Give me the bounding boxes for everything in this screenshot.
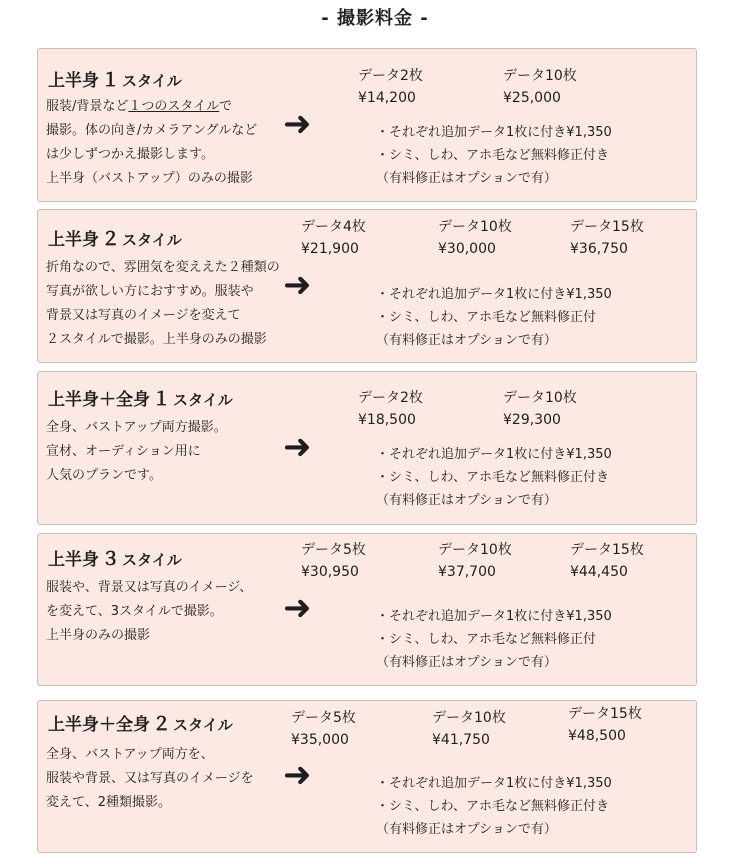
price-option: データ10枚 ¥25,000	[503, 68, 577, 106]
plan-card-upper-2-style	[37, 209, 697, 363]
plan-notes: ・それぞれ追加データ1枚に付き¥1,350 ・シミ、しわ、アホ毛など無料修正付 （有料修正はオプションで有）	[376, 287, 612, 348]
plan-card-upper-3-style	[37, 533, 697, 686]
page-title: - 撮影料金 -	[321, 8, 429, 29]
plan-card-upper-1-style	[37, 48, 697, 202]
price-option: データ15枚 ¥44,450	[570, 542, 644, 580]
right-arrow-icon: ➜	[283, 588, 312, 628]
plan-title: 上半身＋全身 １ スタイル	[48, 388, 233, 410]
plan-card-upper-full-1-style	[37, 371, 697, 525]
price-option: データ15枚 ¥36,750	[570, 219, 644, 257]
plan-description: 服装/背景など１つのスタイルで 撮影。体の向き/カメラアングルなど は少しずつかえ撮影します。 上半身（バストアップ）のみの撮影	[46, 99, 258, 186]
plan-card-upper-full-2-style	[37, 700, 697, 853]
price-option: データ15枚 ¥48,500	[568, 706, 642, 744]
price-option: データ5枚 ¥30,950	[301, 542, 366, 580]
right-arrow-icon: ➜	[283, 104, 312, 144]
plan-notes: ・それぞれ追加データ1枚に付き¥1,350 ・シミ、しわ、アホ毛など無料修正付き （有料修正はオプションで有）	[376, 447, 612, 508]
price-option: データ2枚 ¥18,500	[358, 390, 423, 428]
highlight-one-style: １つのスタイル	[128, 99, 220, 114]
plan-description: 服装や、背景又は写真のイメージ、 を変えて、3スタイルで撮影。 上半身のみの撮影	[46, 580, 253, 643]
price-option: データ5枚 ¥35,000	[291, 710, 356, 748]
price-option: データ10枚 ¥41,750	[432, 710, 506, 748]
right-arrow-icon: ➜	[283, 427, 312, 467]
plan-description: 全身、バストアップ両方を、 服装や背景、又は写真のイメージを 変えて、2種類撮影。	[46, 747, 254, 810]
price-option: データ10枚 ¥37,700	[438, 542, 512, 580]
plan-title: 上半身＋全身 ２ スタイル	[48, 713, 233, 735]
plan-notes: ・それぞれ追加データ1枚に付き¥1,350 ・シミ、しわ、アホ毛など無料修正付き （有料修正はオプションで有）	[376, 776, 612, 837]
plan-notes: ・それぞれ追加データ1枚に付き¥1,350 ・シミ、しわ、アホ毛など無料修正付き （有料修正はオプションで有）	[376, 125, 612, 186]
plan-title: 上半身 ３ スタイル	[48, 548, 182, 570]
plan-description: 折角なので、雰囲気を変ええた２種類の 写真が欲しい方におすすめ。服装や 背景又は写真のイメージを変えて ２スタイルで撮影。上半身のみの撮影	[46, 260, 280, 347]
plan-notes: ・それぞれ追加データ1枚に付き¥1,350 ・シミ、しわ、アホ毛など無料修正付 （有料修正はオプションで有）	[376, 609, 612, 670]
price-option: データ10枚 ¥30,000	[438, 219, 512, 257]
right-arrow-icon: ➜	[283, 755, 312, 795]
plan-title: 上半身 ２ スタイル	[48, 228, 182, 250]
price-option: データ2枚 ¥14,200	[358, 68, 423, 106]
plan-description: 全身、バストアップ両方撮影。 宣材、オーディション用に 人気のプランです。	[46, 420, 227, 483]
price-option: データ10枚 ¥29,300	[503, 390, 577, 428]
plan-title: 上半身 １ スタイル	[48, 69, 182, 91]
price-option: データ4枚 ¥21,900	[301, 219, 366, 257]
right-arrow-icon: ➜	[283, 265, 312, 305]
